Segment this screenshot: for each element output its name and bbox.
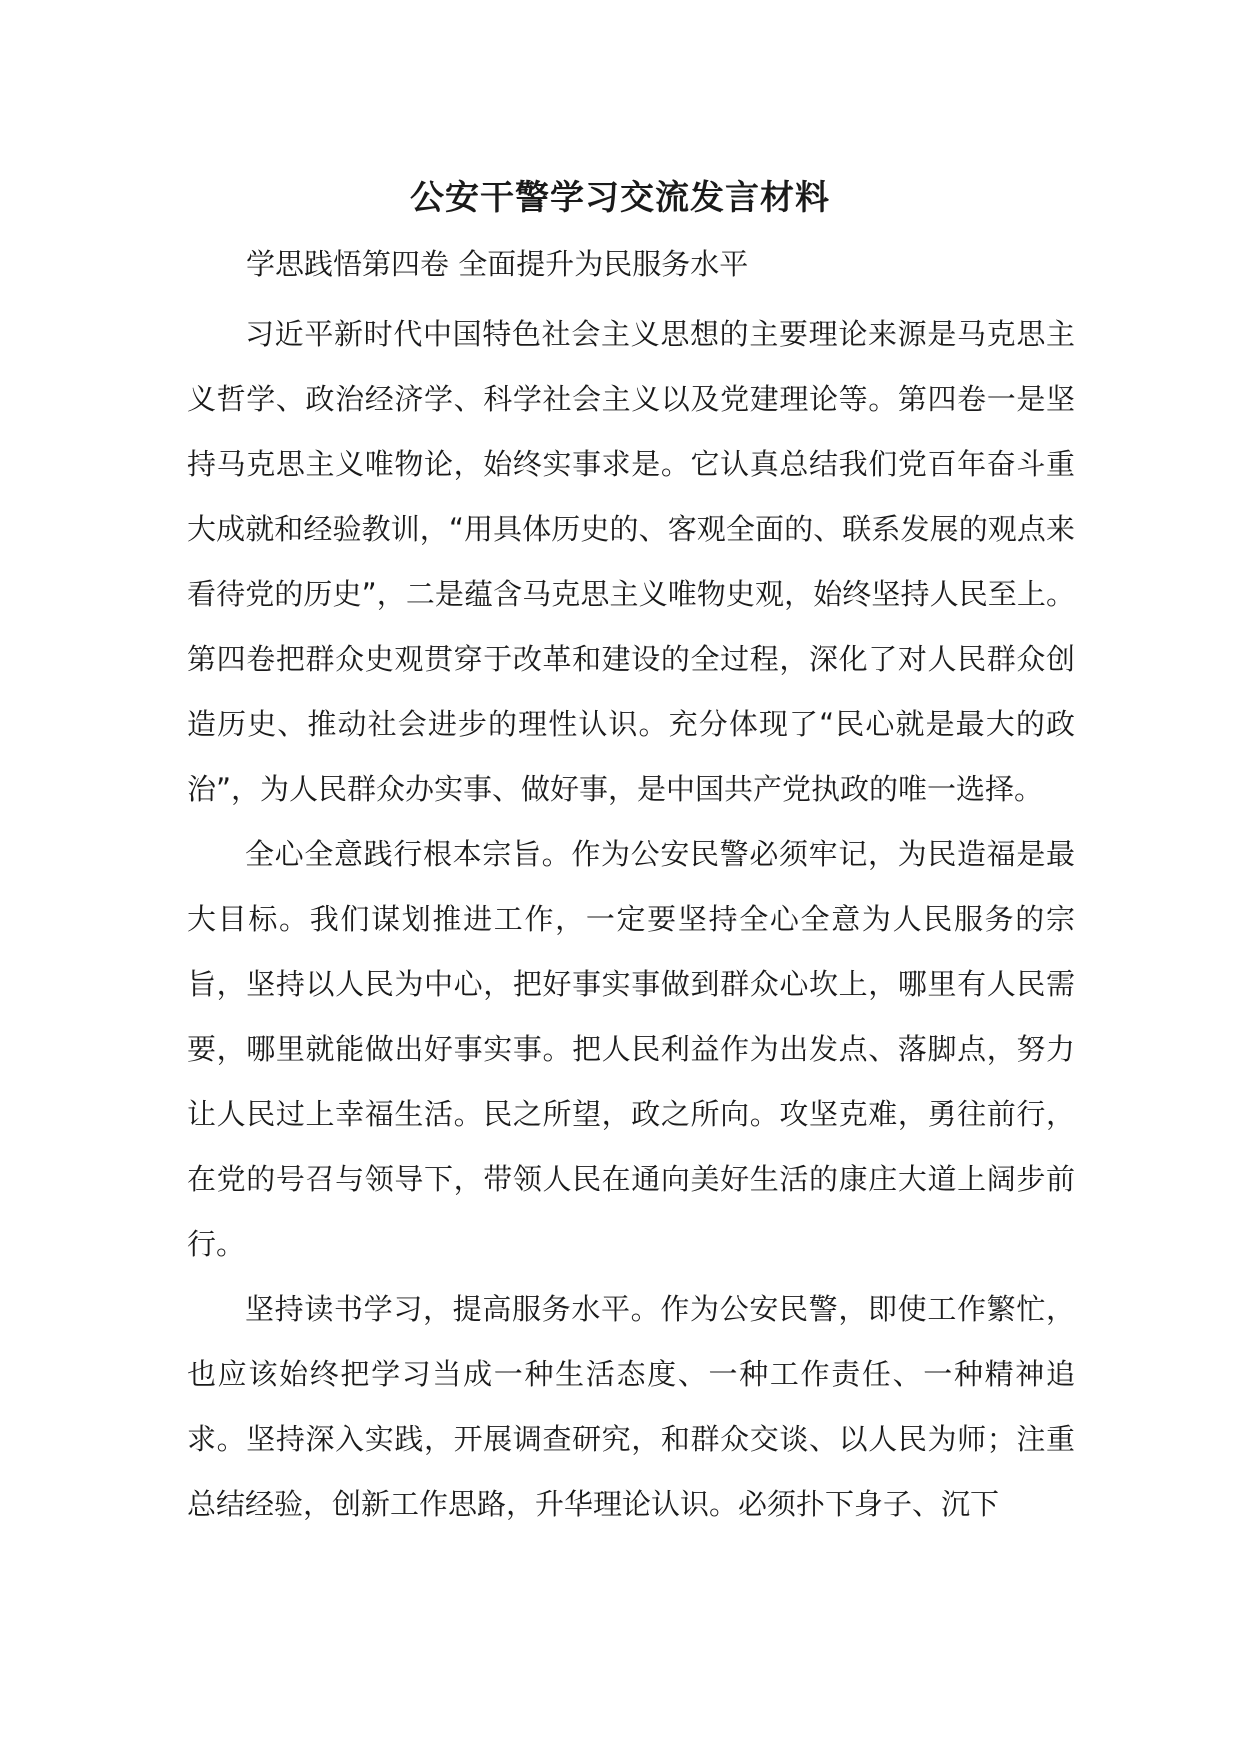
body-paragraph-1: 习近平新时代中国特色社会主义思想的主要理论来源是马克思主义哲学、政治经济学、科学社会主义以及党建理论等。第四卷一是坚持马克思主义唯物论，始终实事求是。它认真总结我们党百年奋斗重大成就和经验教训，“用具体历史的、客观全面的、联系发展的观点来看待党的历史”，二是蕴含马克思主义唯物史观，始终坚持人民至上。第四卷把群众史观贯穿于改革和建设的全过程，深化了对人民群众创造历史、推动社会进步的理性认识。充分体现了“民心就是最大的政治”，为人民群众办实事、做好事，是中国共产党执政的唯一选择。 — [187, 317, 1075, 806]
document-subtitle: 学思践悟第四卷 全面提升为民服务水平 — [246, 247, 749, 281]
body-paragraph-2: 全心全意践行根本宗旨。作为公安民警必须牢记，为民造福是最大目标。我们谋划推进工作，一定要坚持全心全意为人民服务的宗旨，坚持以人民为中心，把好事实事做到群众心坎上，哪里有人民需要，哪里就能做出好事实事。把人民利益作为出发点、落脚点，努力让人民过上幸福生活。民之所望，政之所向。攻坚克难，勇往前行，在党的号召与领导下，带领人民在通向美好生活的康庄大道上阔步前行。 — [187, 837, 1075, 1261]
document-title: 公安干警学习交流发言材料 — [410, 178, 830, 218]
document-body — [187, 302, 1075, 1537]
body-paragraph-3: 坚持读书学习，提高服务水平。作为公安民警，即使工作繁忙，也应该始终把学习当成一种生活态度、一种工作责任、一种精神追求。坚持深入实践，开展调查研究，和群众交谈、以人民为师；注重总结经验，创新工作思路，升华理论认识。必须扑下身子、沉下 — [187, 1292, 1075, 1521]
